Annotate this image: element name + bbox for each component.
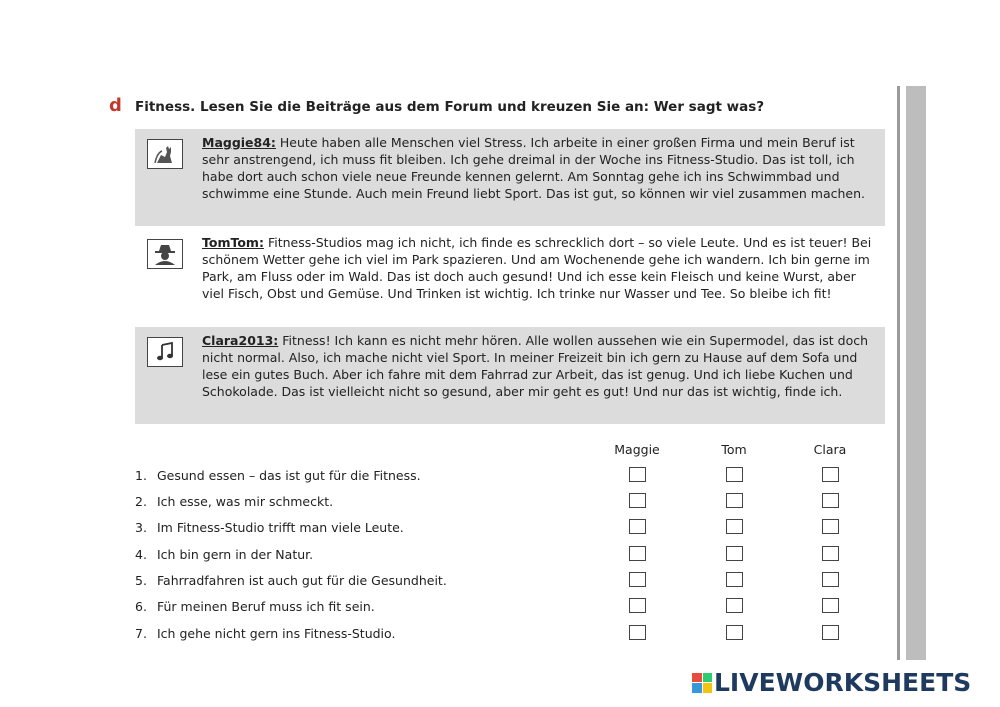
checkbox-3-tom[interactable] <box>726 519 743 534</box>
statement-text: Ich bin gern in der Natur. <box>157 547 314 562</box>
post-body: Fitness-Studios mag ich nicht, ich finde es schrecklich dort – so viele Leute. Und es ist teuer! Bei schönem Wetter gehe ich viel im Park spazieren. Und am Wochenende gehe ich wandern. Ich bin gerne im Park, am Fluss oder im Wald. Das ist doch auch gesund! Und ich esse kein Fleisch und keine Wurst, aber viel Fisch, Obst und Gemüse. Und Trinken ist wichtig. Ich trinke nur Wasser und Tee. So bleibe ich fit! <box>202 235 872 301</box>
checkbox-4-maggie[interactable] <box>629 546 646 561</box>
statement-row <box>135 520 404 535</box>
page-edge-line <box>897 86 900 660</box>
liveworksheets-logo[interactable] <box>692 668 971 697</box>
statement-row <box>135 626 395 641</box>
checkbox-3-clara[interactable] <box>822 519 839 534</box>
liveworksheets-logo-text: LIVEWORKSHEETS <box>714 668 972 697</box>
column-header-clara: Clara <box>813 442 847 457</box>
statement-text: Gesund essen – das ist gut für die Fitness. <box>157 468 421 483</box>
checkbox-1-clara[interactable] <box>822 467 839 482</box>
liveworksheets-logo-icon <box>692 673 712 693</box>
statement-text: Für meinen Beruf muss ich fit sein. <box>157 599 375 614</box>
post-username: Clara2013: <box>202 333 279 348</box>
post-username: Maggie84: <box>202 135 276 150</box>
statement-number: 6. <box>135 599 147 614</box>
statement-number: 4. <box>135 547 147 562</box>
checkbox-2-clara[interactable] <box>822 493 839 508</box>
exercise-title: Fitness. Lesen Sie die Beiträge aus dem Forum und kreuzen Sie an: Wer sagt was? <box>135 99 765 115</box>
checkbox-5-clara[interactable] <box>822 572 839 587</box>
post-body: Fitness! Ich kann es nicht mehr hören. Alle wollen aussehen wie ein Supermodel, das ist doch nicht normal. Also, ich mache nicht viel Sport. In meiner Freizeit bin ich gern zu Hause auf dem Sofa und lese ein gutes Buch. Aber ich fahre mit dem Fahrrad zur Arbeit, das ist genug. Und ich liebe Kuchen und Schokolade. Das ist vielleicht nicht so gesund, aber mir geht es gut! Und nur das ist wichtig, finde ich. <box>202 333 869 399</box>
detective-icon <box>147 239 183 269</box>
statement-row <box>135 599 375 614</box>
exercise-letter: d <box>109 95 122 116</box>
statement-text: Ich gehe nicht gern ins Fitness-Studio. <box>157 626 396 641</box>
checkbox-5-maggie[interactable] <box>629 572 646 587</box>
checkbox-7-clara[interactable] <box>822 625 839 640</box>
checkbox-2-tom[interactable] <box>726 493 743 508</box>
checkbox-7-tom[interactable] <box>726 625 743 640</box>
checkbox-4-clara[interactable] <box>822 546 839 561</box>
statement-number: 7. <box>135 626 147 641</box>
statement-number: 2. <box>135 494 147 509</box>
checkbox-6-clara[interactable] <box>822 598 839 613</box>
checkbox-3-maggie[interactable] <box>629 519 646 534</box>
column-header-maggie: Maggie <box>614 442 660 457</box>
music-note-icon <box>147 337 183 367</box>
statement-row <box>135 468 421 483</box>
statement-row <box>135 573 447 588</box>
statement-text: Ich esse, was mir schmeckt. <box>157 494 334 509</box>
page-edge-bar <box>906 86 926 660</box>
statement-text: Fahrradfahren ist auch gut für die Gesundheit. <box>157 573 447 588</box>
statement-number: 1. <box>135 468 147 483</box>
statement-number: 3. <box>135 520 147 535</box>
checkbox-5-tom[interactable] <box>726 572 743 587</box>
checkbox-7-maggie[interactable] <box>629 625 646 640</box>
forum-post-tom <box>135 229 885 324</box>
checkbox-1-maggie[interactable] <box>629 467 646 482</box>
forum-post-clara <box>135 327 885 424</box>
checkbox-6-maggie[interactable] <box>629 598 646 613</box>
post-username: TomTom: <box>202 235 264 250</box>
column-header-tom: Tom <box>721 442 747 457</box>
statement-row <box>135 547 313 562</box>
statement-row <box>135 494 333 509</box>
forum-post-maggie <box>135 129 885 226</box>
statement-number: 5. <box>135 573 147 588</box>
cat-icon <box>147 139 183 169</box>
statement-text: Im Fitness-Studio trifft man viele Leute. <box>157 520 404 535</box>
checkbox-6-tom[interactable] <box>726 598 743 613</box>
checkbox-1-tom[interactable] <box>726 467 743 482</box>
post-text <box>202 234 879 302</box>
checkbox-4-tom[interactable] <box>726 546 743 561</box>
post-body: Heute haben alle Menschen viel Stress. Ich arbeite in einer großen Firma und mein Beruf ist sehr anstrengend, ich muss fit bleiben. Ich gehe dreimal in der Woche ins Fitness-Studio. Das ist toll, ich habe dort auch schon viele neue Freunde kennen gelernt. Am Sonntag gehe ich ins Schwimmbad und schwimme eine Stunde. Auch mein Freund liebt Sport. Das ist gut, so können wir viel zusammen machen. <box>202 135 866 201</box>
post-text <box>202 332 879 400</box>
post-text <box>202 134 879 202</box>
checkbox-2-maggie[interactable] <box>629 493 646 508</box>
